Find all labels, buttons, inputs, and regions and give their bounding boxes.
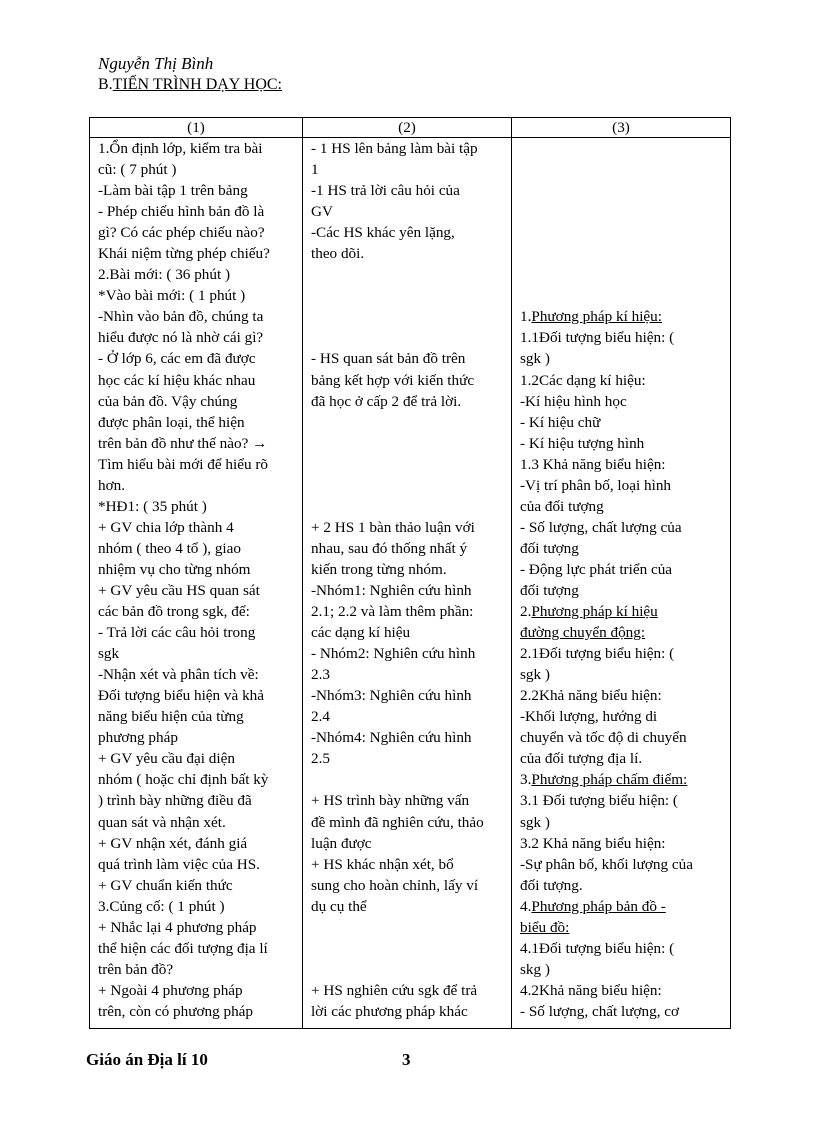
section-title [98,76,282,94]
content-cell [512,138,731,1029]
content-line: - Kí hiệu chữ [520,413,601,431]
content-line: - Động lực phát triển của [520,560,673,578]
content-line [520,222,725,243]
student-activity-line: GV [311,203,333,221]
section-prefix: B. [98,76,113,93]
content-line: 3.2 Khả năng biểu hiện: [520,834,666,852]
teacher-activity-line: quá trình làm việc của HS. [98,855,260,873]
content-line: đối tượng [520,581,579,599]
teacher-activity-line: học các kí hiệu khác nhau [98,371,256,389]
teacher-activity-line: hơn. [98,476,126,494]
student-activity-line: - Nhóm2: Nghiên cứu hình [311,645,476,663]
student-activity-line: 1 [311,161,319,179]
table-body-row [90,138,731,1029]
teacher-activity-line: 1.Ổn định lớp, kiểm tra bài [98,140,263,157]
content-line: đối tượng [520,539,579,557]
teacher-activity-line: trên bản đồ? [98,960,174,978]
student-activity-line: - HS quan sát bản đồ trên [311,350,466,368]
student-activity-line: 2.3 [311,666,330,684]
student-activity-cell [303,138,512,1029]
author-name: Nguyễn Thị Bình [98,54,214,73]
teacher-activity-line: ) trình bày những điều đã [98,792,252,810]
teacher-activity-line: Tìm hiểu bài mới để hiểu rõ [98,455,268,473]
heading-text: biểu đồ: [520,918,570,936]
lesson-table [89,117,731,1029]
content-line [520,896,725,917]
heading-text: đường chuyển động: [520,624,646,642]
student-activity-line [311,306,506,327]
content-line: 2.2Khả năng biểu hiện: [520,687,662,705]
teacher-activity-line: - Ở lớp 6, các em đã được [98,350,256,368]
teacher-activity-line: năng biểu hiện của từng [98,708,244,726]
student-activity-line: + HS trình bày những vấn [311,792,470,810]
column-header-1: (1) [90,118,303,138]
student-activity-line: bảng kết hợp với kiến thức [311,371,475,389]
teacher-activity-line: - Phép chiếu hình bản đồ là [98,203,265,221]
teacher-activity-line: -Nhận xét và phân tích về: [98,666,259,684]
student-activity-line: -Nhóm3: Nghiên cứu hình [311,687,472,705]
student-activity-line: dụ cụ thể [311,897,367,915]
teacher-activity-line: cũ: ( 7 phút ) [98,161,177,179]
content-line: 1.1Đối tượng biểu hiện: ( [520,329,675,347]
teacher-activity-line: quan sát và nhận xét. [98,813,226,831]
content-line [520,180,725,201]
student-activity-line [311,454,506,475]
student-activity-line: các dạng kí hiệu [311,624,411,642]
teacher-activity-line: 3.Củng cố: ( 1 phút ) [98,897,225,915]
teacher-activity-line: được phân loại, thể hiện [98,413,245,431]
student-activity-line: luận được [311,834,372,852]
content-line [520,285,725,306]
table-header-row [90,118,731,138]
teacher-activity-cell [90,138,303,1029]
student-activity-line [311,917,506,938]
teacher-activity-line: của bản đồ. Vậy chúng [98,392,238,410]
student-activity-line: 2.4 [311,708,330,726]
content-line [520,243,725,264]
content-line: - Số lượng, chất lượng của [520,518,682,536]
student-activity-line: + HS nghiên cứu sgk để trả [311,981,478,999]
teacher-activity-line: hiểu được nó là nhờ cái gì? [98,329,264,347]
content-line: của đối tượng địa lí. [520,750,643,768]
content-line: sgk ) [520,666,550,684]
heading-number: 1. [520,308,532,326]
student-activity-line: sung cho hoàn chỉnh, lấy ví [311,876,479,894]
student-activity-line [311,327,506,348]
content-line [520,201,725,222]
content-line: -Khối lượng, hướng di [520,708,658,726]
content-line [520,601,725,622]
content-line: -Kí hiệu hình học [520,392,627,410]
student-activity-line [311,496,506,517]
student-activity-line: 2.1; 2.2 và làm thêm phần: [311,603,474,621]
footer-subject: Giáo án Địa lí 10 [86,1050,208,1069]
content-line: sgk ) [520,350,550,368]
teacher-activity-line: Đối tượng biểu hiện và khả [98,687,264,705]
content-line [520,264,725,285]
content-line [520,159,725,180]
teacher-activity-line: gì? Có các phép chiếu nào? [98,224,265,242]
teacher-activity-line: + GV nhận xét, đánh giá [98,834,248,852]
page-number: 3 [402,1050,411,1069]
content-line: đối tượng. [520,876,583,894]
teacher-activity-line: + Nhắc lại 4 phương pháp [98,918,257,936]
teacher-activity-line: nhiệm vụ cho từng nhóm [98,560,251,578]
teacher-activity-line: + GV chia lớp thành 4 [98,518,234,536]
content-line [520,138,725,159]
content-line: - Số lượng, chất lượng, cơ [520,1002,680,1020]
student-activity-line: -Nhóm4: Nghiên cứu hình [311,729,472,747]
student-activity-line [311,264,506,285]
student-activity-line: -1 HS trả lời câu hỏi của [311,182,460,200]
teacher-activity-line: các bản đồ trong sgk, để: [98,603,250,621]
student-activity-line: nhau, sau đó thống nhất ý [311,539,468,557]
teacher-activity-line: nhóm ( hoặc chỉ định bất kỳ [98,771,269,789]
teacher-activity-line: trên bản đồ như thế nào? → [98,434,268,452]
student-activity-line [311,412,506,433]
teacher-activity-line: *HĐ1: ( 35 phút ) [98,497,207,515]
content-line: -Sự phân bố, khối lượng của [520,855,693,873]
student-activity-line: kiến trong từng nhóm. [311,560,447,578]
heading-text: Phương pháp kí hiệu: [531,308,662,326]
student-activity-line: đã học ở cấp 2 để trả lời. [311,392,462,410]
content-line [520,622,725,643]
heading-number: 2. [520,603,532,621]
teacher-activity-line: -Làm bài tập 1 trên bảng [98,182,248,200]
content-line: của đối tượng [520,497,604,515]
content-line [520,306,725,327]
student-activity-line [311,285,506,306]
teacher-activity-line: phương pháp [98,729,178,747]
teacher-activity-line: *Vào bài mới: ( 1 phút ) [98,287,246,305]
teacher-activity-line: thể hiện các đối tượng địa lí [98,939,268,957]
teacher-activity-line: + GV yêu cầu HS quan sát [98,581,260,599]
heading-number: 3. [520,771,532,789]
content-line: - Kí hiệu tượng hình [520,434,645,452]
student-activity-line: -Các HS khác yên lặng, [311,224,455,242]
student-activity-line [311,938,506,959]
teacher-activity-line: - Trả lời các câu hỏi trong [98,624,256,642]
student-activity-line [311,959,506,980]
teacher-activity-line: sgk [98,645,120,663]
content-line: chuyển và tốc độ di chuyển [520,729,687,747]
section-title-text: TIẾN TRÌNH DẠY HỌC: [112,76,282,93]
teacher-activity-line: + GV yêu cầu đại diện [98,750,235,768]
heading-text: Phương pháp bản đồ - [531,897,666,915]
student-activity-line: + 2 HS 1 bàn thảo luận với [311,518,475,536]
student-activity-line: 2.5 [311,750,330,768]
content-line: 1.2Các dạng kí hiệu: [520,371,646,389]
student-activity-line: - 1 HS lên bảng làm bài tập [311,140,478,157]
teacher-activity-line: -Nhìn vào bản đồ, chúng ta [98,308,264,326]
teacher-activity-line: nhóm ( theo 4 tổ ), giao [98,539,241,557]
content-line [520,769,725,790]
teacher-activity-line: trên, còn có phương pháp [98,1002,254,1020]
student-activity-line [311,769,506,790]
content-line: sgk ) [520,813,550,831]
heading-text: Phương pháp kí hiệu [531,603,658,621]
content-line [520,917,725,938]
content-line: 4.1Đối tượng biểu hiện: ( [520,939,675,957]
teacher-activity-line: + GV chuẩn kiến thức [98,876,233,894]
content-line: 3.1 Đối tượng biểu hiện: ( [520,792,678,810]
teacher-activity-line: Khái niệm từng phép chiếu? [98,245,270,263]
student-activity-line [311,475,506,496]
teacher-activity-line: 2.Bài mới: ( 36 phút ) [98,266,231,284]
content-line: -Vị trí phân bố, loại hình [520,476,672,494]
student-activity-line: đề mình đã nghiên cứu, thảo [311,813,484,831]
content-line: skg ) [520,960,550,978]
student-activity-line: -Nhóm1: Nghiên cứu hình [311,581,472,599]
content-line: 4.2Khả năng biểu hiện: [520,981,662,999]
heading-number: 4. [520,897,532,915]
student-activity-line: lời các phương pháp khác [311,1002,468,1020]
heading-text: Phương pháp chấm điểm: [531,771,688,789]
content-line: 1.3 Khả năng biểu hiện: [520,455,666,473]
column-header-2: (2) [303,118,512,138]
student-activity-line [311,433,506,454]
content-line: 2.1Đối tượng biểu hiện: ( [520,645,675,663]
teacher-activity-line: + Ngoài 4 phương pháp [98,981,243,999]
student-activity-line: theo dõi. [311,245,365,263]
student-activity-line: + HS khác nhận xét, bổ [311,855,454,873]
column-header-3: (3) [512,118,731,138]
